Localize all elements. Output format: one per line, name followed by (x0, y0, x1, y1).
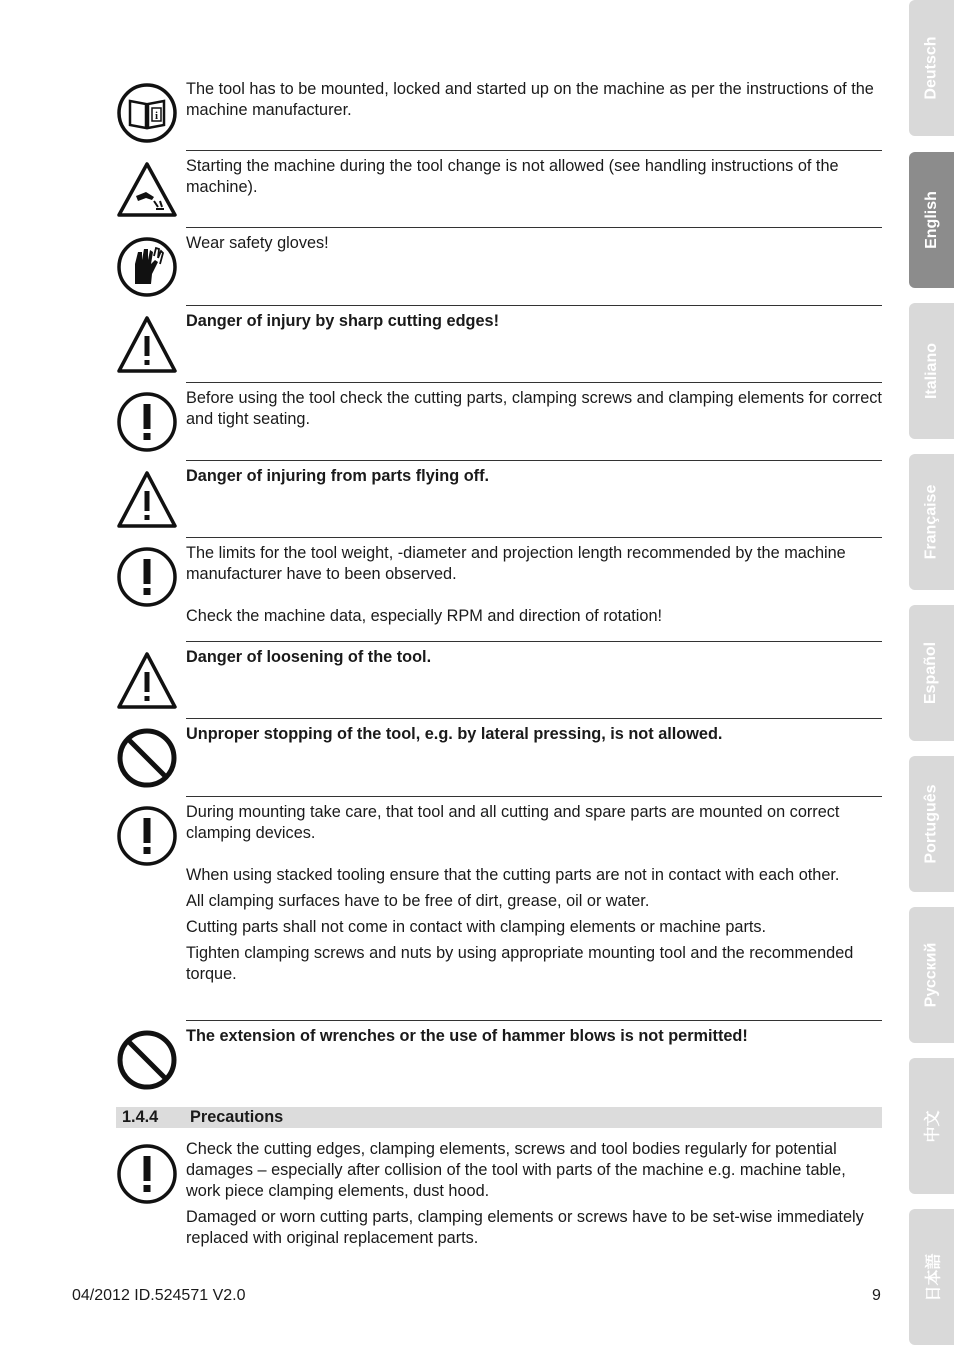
instruction-text: When using stacked tooling ensure that the cutting parts are not in contact with each other. (186, 866, 840, 884)
instruction-text: During mounting take care, that tool and all cutting and spare parts are mounted on correct clamping devices. (186, 803, 840, 842)
tab-english[interactable] (909, 152, 954, 288)
divider (186, 1020, 882, 1021)
language-tabs (909, 0, 954, 1350)
tab-label: Italiano (922, 342, 940, 400)
tab-label: English (922, 191, 940, 249)
tab-espanol[interactable] (909, 605, 954, 741)
tab-francaise[interactable] (909, 454, 954, 590)
divider (186, 718, 882, 719)
warning-text: Danger of loosening of the tool. (186, 648, 432, 666)
divider (186, 382, 882, 383)
instruction-text: All clamping surfaces have to be free of dirt, grease, oil or water. (186, 892, 650, 910)
tab-label: Русский (922, 942, 940, 1008)
warning-triangle-icon (116, 650, 178, 712)
tab-label: Deutsch (922, 36, 940, 100)
manual-info-icon (116, 82, 178, 144)
precaution-text: Damaged or worn cutting parts, clamping elements or screws have to be set-wise immediately replaced with original replacement parts. (186, 1208, 864, 1247)
section-title: Precautions (190, 1108, 284, 1126)
prohibition-icon (116, 727, 178, 789)
precaution-text: Check the cutting edges, clamping elements, screws and tool bodies regularly for potential damages – especially after collision of the tool with parts of the machine e.g. machine table, work piece clamping elements, dust hood. (186, 1140, 846, 1200)
exclamation-circle-icon (116, 546, 178, 608)
tab-portugues[interactable] (909, 756, 954, 892)
instruction-text: Before using the tool check the cutting parts, clamping screws and clamping elements for correct and tight seating. (186, 389, 882, 428)
warning-text: Unproper stopping of the tool, e.g. by lateral pressing, is not allowed. (186, 725, 723, 743)
tab-deutsch[interactable] (909, 0, 954, 136)
tab-italiano[interactable] (909, 303, 954, 439)
warning-text: The extension of wrenches or the use of hammer blows is not permitted! (186, 1027, 748, 1045)
page-number: 9 (872, 1287, 881, 1304)
tab-label: Português (922, 784, 940, 864)
tab-label: 日本語 (925, 1252, 943, 1302)
instruction-text: Wear safety gloves! (186, 234, 329, 252)
safety-gloves-icon (116, 236, 178, 298)
divider (186, 305, 882, 306)
prohibition-icon (116, 1029, 178, 1091)
machine-warning-icon (116, 159, 178, 221)
section-header (116, 1107, 882, 1128)
tab-russian[interactable] (909, 907, 954, 1043)
section-number: 1.4.4 (122, 1108, 159, 1126)
tab-chinese[interactable] (909, 1058, 954, 1194)
instruction-text: Cutting parts shall not come in contact with clamping elements or machine parts. (186, 918, 767, 936)
divider (186, 227, 882, 228)
warning-triangle-icon (116, 469, 178, 531)
tab-label: Française (922, 484, 940, 560)
tab-label: 中文 (924, 1109, 942, 1143)
instruction-text: Starting the machine during the tool change is not allowed (see handling instructions of the machine). (186, 157, 839, 196)
instruction-text: The limits for the tool weight, -diameter and projection length recommended by the machine manufacturer have to been observed. (186, 544, 846, 583)
instruction-text: Tighten clamping screws and nuts by using appropriate mounting tool and the recommended torque. (186, 944, 854, 983)
instruction-text: The tool has to be mounted, locked and started up on the machine as per the instructions of the machine manufacturer. (186, 80, 874, 119)
divider (186, 460, 882, 461)
exclamation-circle-icon (116, 805, 178, 867)
divider (186, 641, 882, 642)
tab-label: Español (922, 641, 940, 705)
instruction-text: Check the machine data, especially RPM and direction of rotation! (186, 607, 663, 625)
divider (186, 796, 882, 797)
document-id: 04/2012 ID.524571 V2.0 (72, 1287, 246, 1304)
divider (186, 150, 882, 151)
warning-text: Danger of injury by sharp cutting edges! (186, 312, 500, 330)
exclamation-circle-icon (116, 391, 178, 453)
tab-japanese[interactable] (909, 1209, 954, 1345)
exclamation-circle-icon (116, 1143, 178, 1205)
divider (186, 537, 882, 538)
warning-triangle-icon (116, 314, 178, 376)
svg-text:i: i (154, 110, 159, 122)
warning-text: Danger of injuring from parts flying off. (186, 467, 490, 485)
